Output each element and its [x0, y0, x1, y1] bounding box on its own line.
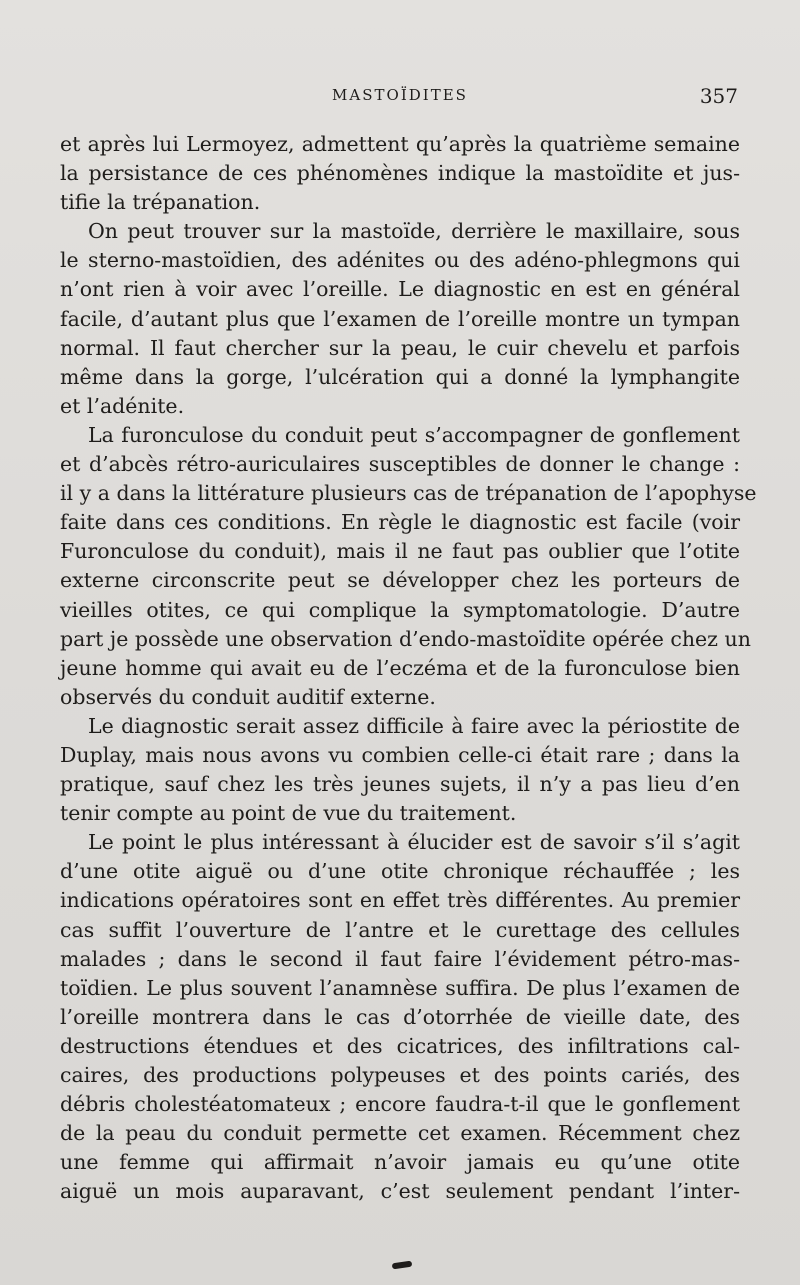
body-text — [60, 130, 757, 1206]
text-line: Le diagnostic serait assez difficile à faire avec la périostite de — [88, 713, 740, 738]
text-line: Duplay, mais nous avons vu combien celle-ci était rare ; dans la — [60, 742, 740, 767]
text-line: même dans la gorge, l’ulcération qui a donné la lymphangite — [60, 364, 740, 389]
text-line: tifie la trépanation. — [60, 190, 261, 215]
text-line: destructions étendues et des cicatrices, des infiltrations cal- — [60, 1033, 740, 1058]
ink-smudge-mark — [392, 1261, 413, 1270]
text-line: observés du conduit auditif externe. — [60, 684, 436, 709]
text-line: et l’adénite. — [60, 393, 185, 418]
running-title: MASTOÏDITES — [332, 86, 468, 104]
text-line: et d’abcès rétro-auriculaires susceptibles de donner le change : — [60, 452, 740, 477]
text-line: le sterno-mastoïdien, des adénites ou des adéno-phlegmons qui — [60, 248, 740, 273]
text-line: il y a dans la littérature plusieurs cas de trépanation de l’apophyse — [60, 481, 757, 506]
text-line: débris cholestéatomateux ; encore faudra-t-il que le gonflement — [60, 1092, 740, 1117]
page-number: 357 — [699, 84, 738, 108]
text-line: et après lui Lermoyez, admettent qu’après la quatrième semaine — [60, 132, 740, 156]
text-line: La furonculose du conduit peut s’accompagner de gonflement — [88, 422, 740, 447]
text-line: la persistance de ces phénomènes indique la mastoïdite et jus- — [60, 161, 740, 186]
text-line: indications opératoires sont en effet très différentes. Au premier — [60, 888, 740, 913]
text-line: aiguë un mois auparavant, c’est seulement pendant l’inter- — [60, 1179, 740, 1204]
text-line: normal. Il faut chercher sur la peau, le cuir chevelu et parfois — [60, 335, 740, 360]
text-line: toïdien. Le plus souvent l’anamnèse suffira. De plus l’examen de — [60, 975, 740, 1000]
text-line: Furonculose du conduit), mais il ne faut pas oublier que l’otite — [60, 539, 740, 564]
text-line: malades ; dans le second il faut faire l’évidement pétro-mas- — [60, 946, 740, 971]
text-line: vieilles otites, ce qui complique la symptomatologie. D’autre — [60, 597, 740, 622]
text-line: facile, d’autant plus que l’examen de l’oreille montre un tympan — [60, 306, 740, 331]
text-line: externe circonscrite peut se développer chez les porteurs de — [60, 568, 740, 593]
text-line: jeune homme qui avait eu de l’eczéma et de la furonculose bien — [60, 655, 740, 680]
text-line: faite dans ces conditions. En règle le diagnostic est facile (voir — [60, 510, 740, 535]
text-line: On peut trouver sur la mastoïde, derrière le maxillaire, sous — [88, 219, 740, 244]
text-line: une femme qui affirmait n’avoir jamais eu qu’une otite — [60, 1150, 740, 1175]
text-line: caires, des productions polypeuses et des points cariés, des — [60, 1063, 740, 1087]
text-line: l’oreille montrera dans le cas d’otorrhée de vieille date, des — [60, 1004, 740, 1029]
text-line: cas suffit l’ouverture de l’antre et le curettage des cellules — [60, 917, 740, 942]
text-line: n’ont rien à voir avec l’oreille. Le diagnostic en est en général — [60, 277, 740, 302]
text-line: Le point le plus intéressant à élucider est de savoir s’il s’agit — [88, 830, 740, 855]
page-header — [0, 86, 800, 116]
text-line: pratique, sauf chez les très jeunes sujets, il n’y a pas lieu d’en — [60, 772, 740, 797]
text-line: de la peau du conduit permette cet examen. Récemment chez — [60, 1121, 740, 1146]
text-line: d’une otite aiguë ou d’une otite chronique réchauffée ; les — [60, 859, 740, 884]
text-line: part je possède une observation d’endo-mastoïdite opérée chez un — [60, 626, 751, 651]
text-line: tenir compte au point de vue du traitement. — [60, 801, 517, 826]
